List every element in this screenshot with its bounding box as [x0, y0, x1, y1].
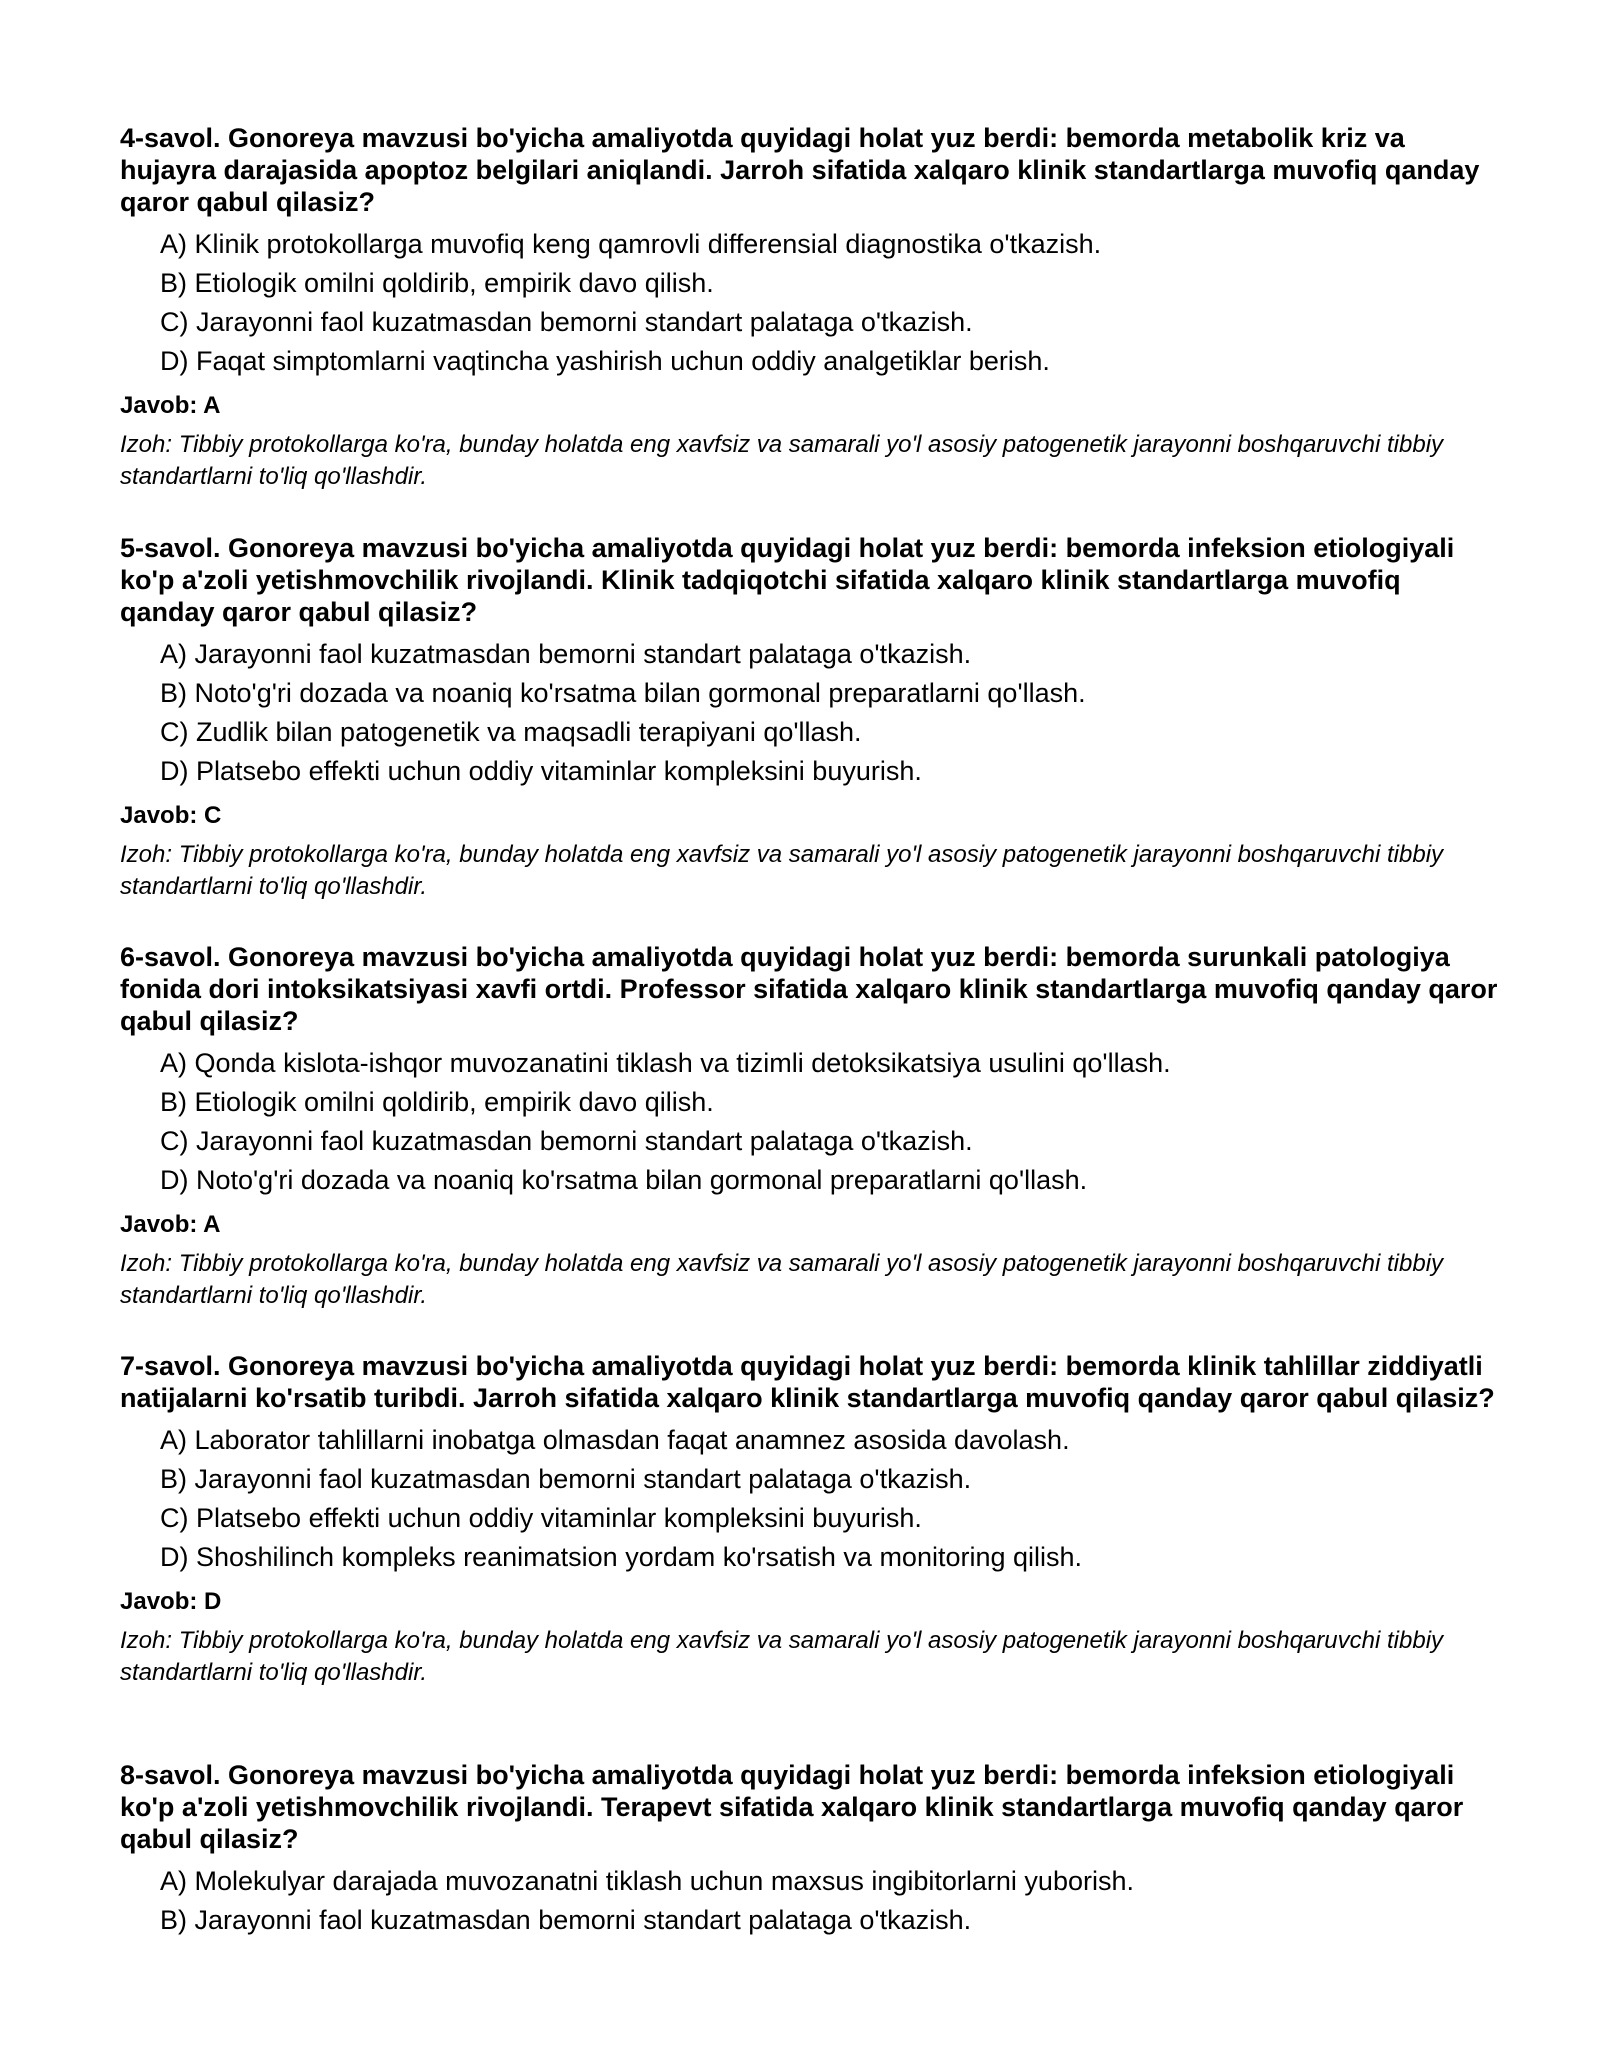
option-c: C) Jarayonni faol kuzatmasdan bemorni standart palataga o'tkazish.: [160, 1126, 973, 1156]
question-6: [120, 941, 1500, 1312]
option-a: A) Klinik protokollarga muvofiq keng qamrovli differensial diagnostika o'tkazish.: [160, 229, 1102, 259]
option-a: A) Laborator tahlillarni inobatga olmasdan faqat anamnez asosida davolash.: [160, 1425, 1070, 1455]
option-c: C) Jarayonni faol kuzatmasdan bemorni standart palataga o'tkazish.: [160, 307, 973, 337]
explanation: Izoh: Tibbiy protokollarga ko'ra, bunday holatda eng xavfsiz va samarali yo'l asosiy patogenetik jarayonni boshqaruvchi tibbiy standartlarni to'liq qo'llashdir.: [120, 841, 1444, 900]
options-list: [160, 635, 1500, 791]
explanation: Izoh: Tibbiy protokollarga ko'ra, bunday holatda eng xavfsiz va samarali yo'l asosiy patogenetik jarayonni boshqaruvchi tibbiy standartlarni to'liq qo'llashdir.: [120, 1250, 1444, 1309]
answer: Javob: A: [120, 392, 221, 419]
option-a: A) Molekulyar darajada muvozanatni tiklash uchun maxsus ingibitorlarni yuborish.: [160, 1866, 1134, 1896]
explanation: Izoh: Tibbiy protokollarga ko'ra, bunday holatda eng xavfsiz va samarali yo'l asosiy patogenetik jarayonni boshqaruvchi tibbiy standartlarni to'liq qo'llashdir.: [120, 1627, 1444, 1686]
question-5: [120, 532, 1500, 903]
option-a: A) Qonda kislota-ishqor muvozanatini tiklash va tizimli detoksikatsiya usulini qo'llash.: [160, 1048, 1171, 1078]
explanation: Izoh: Tibbiy protokollarga ko'ra, bunday holatda eng xavfsiz va samarali yo'l asosiy patogenetik jarayonni boshqaruvchi tibbiy standartlarni to'liq qo'llashdir.: [120, 431, 1444, 490]
option-b: B) Etiologik omilni qoldirib, empirik davo qilish.: [160, 1087, 714, 1117]
answer: Javob: D: [120, 1588, 222, 1615]
question-title: 5-savol. Gonoreya mavzusi bo'yicha amaliyotda quyidagi holat yuz berdi: bemorda infeksion etiologiyali ko'p a'zoli yetishmovchilik rivojlandi. Klinik tadqiqotchi sifatida xalqaro klinik standartlarga muvofiq qanday qaror qabul qilasiz?: [120, 533, 1455, 627]
question-title: 6-savol. Gonoreya mavzusi bo'yicha amaliyotda quyidagi holat yuz berdi: bemorda surunkali patologiya fonida dori intoksikatsiyasi xavfi ortdi. Professor sifatida xalqaro klinik standartlarga muvofiq qanday qaror qabul qilasiz?: [120, 942, 1498, 1036]
options-list: [160, 225, 1500, 381]
question-7: [120, 1350, 1500, 1689]
question-8: [120, 1759, 1500, 1940]
option-b: B) Etiologik omilni qoldirib, empirik davo qilish.: [160, 268, 714, 298]
option-d: D) Shoshilinch kompleks reanimatsion yordam ko'rsatish va monitoring qilish.: [160, 1542, 1083, 1572]
question-4: [120, 122, 1500, 493]
option-d: D) Faqat simptomlarni vaqtincha yashirish uchun oddiy analgetiklar berish.: [160, 346, 1050, 376]
option-c: C) Zudlik bilan patogenetik va maqsadli terapiyani qo'llash.: [160, 717, 862, 747]
option-d: D) Platsebo effekti uchun oddiy vitaminlar kompleksini buyurish.: [160, 756, 922, 786]
question-title: 4-savol. Gonoreya mavzusi bo'yicha amaliyotda quyidagi holat yuz berdi: bemorda metabolik kriz va hujayra darajasida apoptoz belgilari aniqlandi. Jarroh sifatida xalqaro klinik standartlarga muvofiq qanday qaror qabul qilasiz?: [120, 123, 1480, 217]
option-b: B) Jarayonni faol kuzatmasdan bemorni standart palataga o'tkazish.: [160, 1905, 972, 1935]
option-b: B) Noto'g'ri dozada va noaniq ko'rsatma bilan gormonal preparatlarni qo'llash.: [160, 678, 1086, 708]
options-list: [160, 1044, 1500, 1200]
answer: Javob: C: [120, 802, 222, 829]
question-title: 7-savol. Gonoreya mavzusi bo'yicha amaliyotda quyidagi holat yuz berdi: bemorda klinik tahlillar ziddiyatli natijalarni ko'rsatib turibdi. Jarroh sifatida xalqaro klinik standartlarga muvofiq qanday qaror qabul qilasiz?: [120, 1351, 1495, 1413]
option-c: C) Platsebo effekti uchun oddiy vitaminlar kompleksini buyurish.: [160, 1503, 922, 1533]
answer: Javob: A: [120, 1211, 221, 1238]
option-d: D) Noto'g'ri dozada va noaniq ko'rsatma bilan gormonal preparatlarni qo'llash.: [160, 1165, 1088, 1195]
option-b: B) Jarayonni faol kuzatmasdan bemorni standart palataga o'tkazish.: [160, 1464, 972, 1494]
options-list: [160, 1421, 1500, 1577]
option-a: A) Jarayonni faol kuzatmasdan bemorni standart palataga o'tkazish.: [160, 639, 972, 669]
question-title: 8-savol. Gonoreya mavzusi bo'yicha amaliyotda quyidagi holat yuz berdi: bemorda infeksion etiologiyali ko'p a'zoli yetishmovchilik rivojlandi. Terapevt sifatida xalqaro klinik standartlarga muvofiq qanday qaror qabul qilasiz?: [120, 1760, 1464, 1854]
options-list: [160, 1862, 1500, 1940]
